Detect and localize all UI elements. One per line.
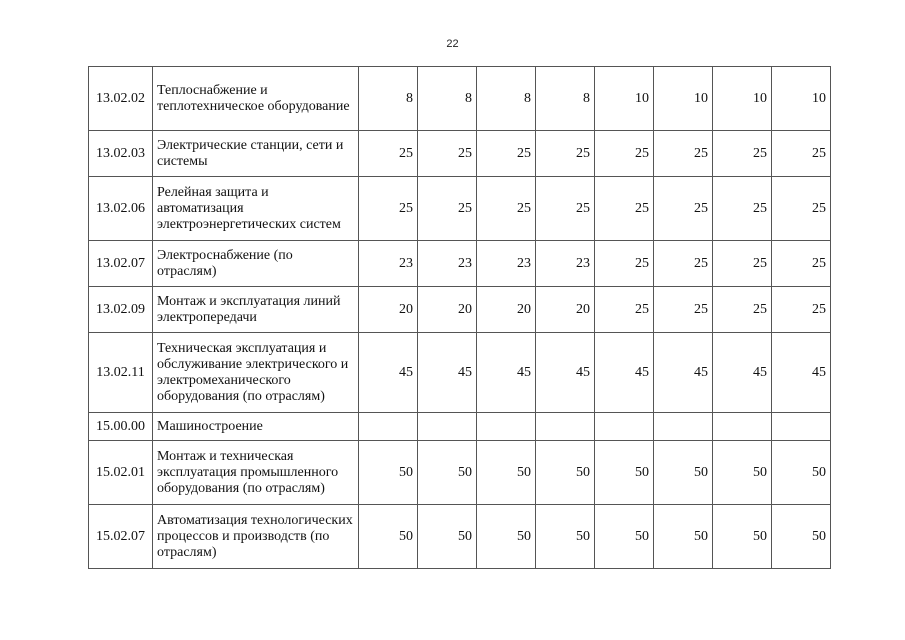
specialty-code: 13.02.07 bbox=[89, 241, 153, 287]
value-cell: 25 bbox=[713, 287, 772, 333]
table-row bbox=[89, 441, 831, 505]
value-cell: 50 bbox=[477, 441, 536, 505]
value-cell bbox=[418, 413, 477, 441]
value-cell: 25 bbox=[772, 241, 831, 287]
table-row bbox=[89, 241, 831, 287]
specialty-name: Монтаж и эксплуатация линий электропередачи bbox=[153, 287, 359, 333]
value-cell: 25 bbox=[418, 177, 477, 241]
value-cell: 25 bbox=[477, 177, 536, 241]
value-cell: 25 bbox=[536, 131, 595, 177]
value-cell: 25 bbox=[536, 177, 595, 241]
value-cell: 20 bbox=[477, 287, 536, 333]
value-cell: 50 bbox=[477, 505, 536, 569]
value-cell: 10 bbox=[772, 67, 831, 131]
value-cell: 10 bbox=[713, 67, 772, 131]
value-cell: 25 bbox=[772, 287, 831, 333]
value-cell: 45 bbox=[772, 333, 831, 413]
value-cell: 25 bbox=[654, 241, 713, 287]
table-row bbox=[89, 505, 831, 569]
table-row bbox=[89, 131, 831, 177]
value-cell: 10 bbox=[654, 67, 713, 131]
value-cell: 20 bbox=[359, 287, 418, 333]
value-cell: 50 bbox=[772, 441, 831, 505]
value-cell: 45 bbox=[359, 333, 418, 413]
value-cell: 25 bbox=[477, 131, 536, 177]
value-cell: 8 bbox=[359, 67, 418, 131]
value-cell: 8 bbox=[536, 67, 595, 131]
value-cell: 25 bbox=[654, 177, 713, 241]
table-row bbox=[89, 67, 831, 131]
specialty-code: 15.00.00 bbox=[89, 413, 153, 441]
value-cell bbox=[477, 413, 536, 441]
value-cell: 50 bbox=[418, 441, 477, 505]
value-cell: 45 bbox=[654, 333, 713, 413]
value-cell: 25 bbox=[713, 131, 772, 177]
value-cell: 10 bbox=[595, 67, 654, 131]
value-cell: 45 bbox=[477, 333, 536, 413]
table-row bbox=[89, 177, 831, 241]
specialty-code: 13.02.11 bbox=[89, 333, 153, 413]
specialty-name: Теплоснабжение и теплотехническое оборудование bbox=[153, 67, 359, 131]
value-cell: 25 bbox=[359, 177, 418, 241]
value-cell: 25 bbox=[654, 131, 713, 177]
value-cell bbox=[359, 413, 418, 441]
value-cell: 25 bbox=[595, 131, 654, 177]
value-cell: 25 bbox=[772, 131, 831, 177]
value-cell: 50 bbox=[654, 441, 713, 505]
table-row bbox=[89, 333, 831, 413]
table-body bbox=[89, 67, 831, 569]
value-cell: 25 bbox=[772, 177, 831, 241]
value-cell: 23 bbox=[359, 241, 418, 287]
specialty-code: 13.02.09 bbox=[89, 287, 153, 333]
specialty-code: 13.02.02 bbox=[89, 67, 153, 131]
value-cell: 50 bbox=[536, 441, 595, 505]
table-row bbox=[89, 287, 831, 333]
value-cell bbox=[772, 413, 831, 441]
specialty-code: 15.02.07 bbox=[89, 505, 153, 569]
specialty-name: Автоматизация технологических процессов и производств (по отраслям) bbox=[153, 505, 359, 569]
value-cell: 25 bbox=[595, 177, 654, 241]
value-cell: 45 bbox=[418, 333, 477, 413]
value-cell: 20 bbox=[418, 287, 477, 333]
value-cell: 50 bbox=[654, 505, 713, 569]
specialty-name: Машиностроение bbox=[153, 413, 359, 441]
table-row bbox=[89, 413, 831, 441]
value-cell: 8 bbox=[477, 67, 536, 131]
value-cell: 45 bbox=[713, 333, 772, 413]
value-cell: 25 bbox=[595, 241, 654, 287]
specialty-code: 13.02.03 bbox=[89, 131, 153, 177]
specialty-code: 15.02.01 bbox=[89, 441, 153, 505]
value-cell: 23 bbox=[477, 241, 536, 287]
value-cell: 23 bbox=[418, 241, 477, 287]
value-cell bbox=[536, 413, 595, 441]
specialty-name: Монтаж и техническая эксплуатация промышленного оборудования (по отраслям) bbox=[153, 441, 359, 505]
value-cell: 50 bbox=[713, 505, 772, 569]
value-cell: 50 bbox=[772, 505, 831, 569]
value-cell: 20 bbox=[536, 287, 595, 333]
value-cell: 25 bbox=[359, 131, 418, 177]
value-cell bbox=[713, 413, 772, 441]
value-cell: 50 bbox=[418, 505, 477, 569]
specialty-table bbox=[88, 66, 831, 569]
specialty-name: Электроснабжение (по отраслям) bbox=[153, 241, 359, 287]
value-cell: 23 bbox=[536, 241, 595, 287]
specialty-code: 13.02.06 bbox=[89, 177, 153, 241]
specialty-name: Техническая эксплуатация и обслуживание электрического и электромеханического оборудования (по отраслям) bbox=[153, 333, 359, 413]
value-cell: 25 bbox=[713, 241, 772, 287]
specialty-name: Электрические станции, сети и системы bbox=[153, 131, 359, 177]
specialty-name: Релейная защита и автоматизация электроэнергетических систем bbox=[153, 177, 359, 241]
value-cell: 25 bbox=[418, 131, 477, 177]
value-cell: 25 bbox=[654, 287, 713, 333]
value-cell: 50 bbox=[359, 505, 418, 569]
page-number: 22 bbox=[446, 38, 459, 50]
value-cell: 45 bbox=[595, 333, 654, 413]
value-cell: 50 bbox=[536, 505, 595, 569]
value-cell: 50 bbox=[359, 441, 418, 505]
value-cell: 25 bbox=[713, 177, 772, 241]
value-cell bbox=[654, 413, 713, 441]
value-cell bbox=[595, 413, 654, 441]
value-cell: 50 bbox=[595, 505, 654, 569]
value-cell: 45 bbox=[536, 333, 595, 413]
value-cell: 50 bbox=[713, 441, 772, 505]
value-cell: 25 bbox=[595, 287, 654, 333]
value-cell: 50 bbox=[595, 441, 654, 505]
value-cell: 8 bbox=[418, 67, 477, 131]
